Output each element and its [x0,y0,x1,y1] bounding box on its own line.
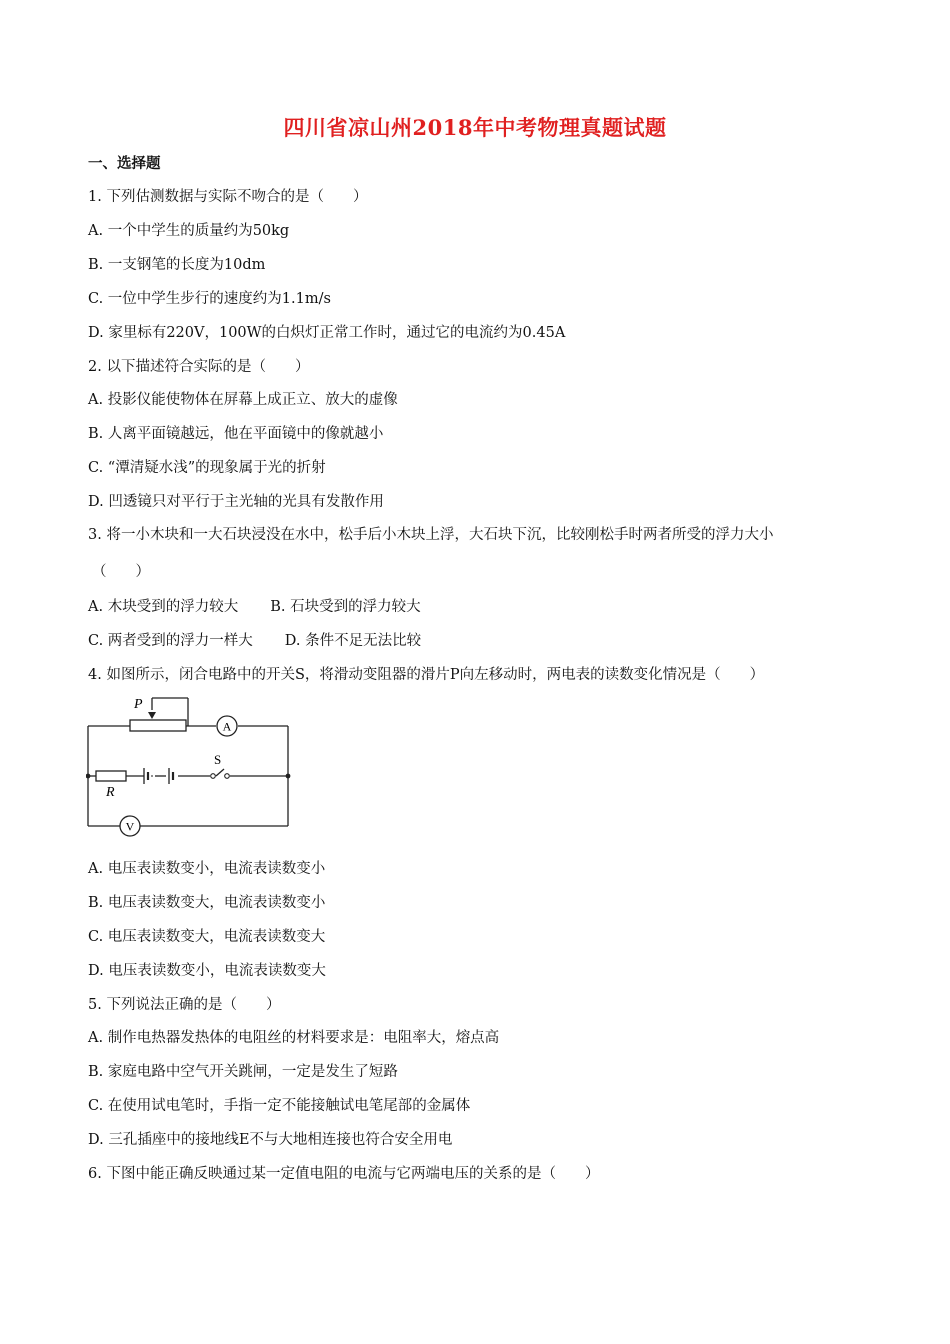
question-3-stem-continuation: （ ） [92,564,150,580]
junction-right [286,774,291,779]
ammeter-label: A [222,719,232,734]
switch-contact-left [211,774,216,779]
question-3-option-c: C. 两者受到的浮力一样大 [88,633,253,649]
page-title: 四川省凉山州2018年中考物理真题试题 [283,115,667,140]
question-1-option-c: C. 一位中学生步行的速度约为1.1m/s [88,291,331,307]
question-1-stem: 1. 下列估测数据与实际不吻合的是（ ） [88,189,368,205]
rheostat [130,720,186,731]
circuit-diagram [86,694,296,839]
question-6-stem: 6. 下图中能正确反映通过某一定值电阻的电流与它两端电压的关系的是（ ） [88,1166,600,1182]
question-4-stem: 4. 如图所示，闭合电路中的开关S，将滑动变阻器的滑片P向左移动时，两电表的读数变化情况是（ ） [88,667,765,683]
slider-arrow [148,712,156,719]
question-2-option-a: A. 投影仪能使物体在屏幕上成正立、放大的虚像 [88,392,398,408]
question-5-option-a: A. 制作电热器发热体的电阻丝的材料要求是：电阻率大，熔点高 [88,1030,500,1046]
question-3-options-row-2 [88,631,421,651]
junction-left [86,774,90,779]
battery-icon [144,768,173,784]
question-5-option-c: C. 在使用试电笔时，手指一定不能接触试电笔尾部的金属体 [88,1098,471,1114]
question-1-option-d: D. 家里标有220V，100W的白炽灯正常工作时，通过它的电流约为0.45A [88,325,566,341]
question-3-option-a: A. 木块受到的浮力较大 [88,599,239,615]
question-1-option-a: A. 一个中学生的质量约为50kg [88,223,290,239]
question-2-option-b: B. 人离平面镜越远，他在平面镜中的像就越小 [88,426,384,442]
resistor [96,771,126,781]
question-5-option-d: D. 三孔插座中的接地线E不与大地相连接也符合安全用电 [88,1132,453,1148]
question-2-stem: 2. 以下描述符合实际的是（ ） [88,359,310,375]
switch-label: S [214,752,222,767]
question-4-option-c: C. 电压表读数变大，电流表读数变大 [88,929,326,945]
question-3-stem: 3. 将一小木块和一大石块浸没在水中，松手后小木块上浮，大石块下沉，比较刚松手时两者所受的浮力大小 [88,527,774,543]
resistor-label: R [106,785,115,800]
question-5-stem: 5. 下列说法正确的是（ ） [88,997,281,1013]
question-4-option-b: B. 电压表读数变大，电流表读数变小 [88,895,326,911]
question-2-option-c: C. “潭清疑水浅”的现象属于光的折射 [88,460,326,476]
question-3-option-b: B. 石块受到的浮力较大 [270,599,421,615]
question-2-option-d: D. 凹透镜只对平行于主光轴的光具有发散作用 [88,494,384,510]
question-4-option-a: A. 电压表读数变小，电流表读数变小 [88,861,326,877]
question-1-option-b: B. 一支钢笔的长度为10dm [88,257,266,273]
voltmeter-label: V [125,819,135,834]
question-3-options-row-1 [88,597,421,617]
question-4-option-d: D. 电压表读数变小，电流表读数变大 [88,963,326,979]
switch-contact-right [225,774,230,779]
section-heading: 一、选择题 [88,155,161,172]
slider-label: P [134,697,143,712]
question-5-option-b: B. 家庭电路中空气开关跳闸，一定是发生了短路 [88,1064,398,1080]
question-3-option-d: D. 条件不足无法比较 [284,633,422,649]
